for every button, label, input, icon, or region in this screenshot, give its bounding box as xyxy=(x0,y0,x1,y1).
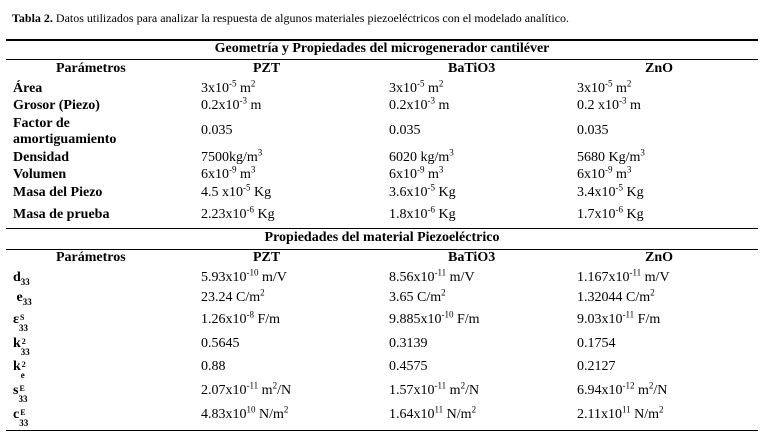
cell-pzt: 0.035 xyxy=(201,123,233,138)
cell-parameter: Grosor (Piezo) xyxy=(13,98,100,113)
table-row xyxy=(6,95,758,116)
cell-batio3: $0.2x10^{-3}$ m xyxy=(389,95,450,113)
cell-zno: $9.03x10^{-11}$ F/m xyxy=(577,309,661,327)
header-batio3: BaTiO3 xyxy=(448,250,496,265)
cell-batio3: $9.885x10^{-10}$ F/m xyxy=(389,309,480,327)
cell-batio3: $6x10^{-9}$ $m^3$ xyxy=(389,164,444,182)
table-row xyxy=(6,182,758,203)
section1-title: Geometría y Propiedades del microgenerador cantiléver xyxy=(214,41,550,56)
cell-pzt: $2.07x10^{-11}$ $m^2/N$ xyxy=(201,380,292,398)
cell-zno: 0.035 xyxy=(577,123,609,138)
cell-pzt: $3x10^{-5}$ $m^2$ xyxy=(201,78,256,96)
header-pzt: PZT xyxy=(253,61,281,76)
cell-parameter: k 2 e xyxy=(13,359,26,380)
cell-batio3: $1.64x10^{11}$ $N/m^2$ xyxy=(389,404,477,422)
cell-zno: $3x10^{-5}$ $m^2$ xyxy=(577,78,632,96)
cell-pzt: $7500kg/m^3$ xyxy=(201,147,263,165)
cell-parameter: s E 33 xyxy=(13,383,28,404)
table-row xyxy=(6,204,758,225)
cell-batio3: 6020 $kg/m^3$ xyxy=(389,147,454,165)
cell-zno: $3.4x10^{-5}$ Kg xyxy=(577,182,644,200)
cell-zno: $6x10^{-9}$ $m^3$ xyxy=(577,164,632,182)
cell-parameter: Volumen xyxy=(13,167,67,182)
cell-parameter: $d_{33}$ xyxy=(13,270,30,287)
table-row xyxy=(6,78,758,99)
cell-parameter: Factor de amortiguamiento xyxy=(13,116,117,147)
cell-zno: 5680 $Kg/m^3$ xyxy=(577,147,645,165)
section2-header-row xyxy=(6,250,758,268)
table-row xyxy=(6,147,758,168)
table-row xyxy=(6,359,758,380)
cell-pzt: $0.2x10^{-3}$ m xyxy=(201,95,262,113)
header-zno: ZnO xyxy=(645,61,674,76)
cell-zno: $1.7x10^{-6}$ Kg xyxy=(577,204,644,222)
middle-rule xyxy=(6,228,758,229)
table-row xyxy=(6,164,758,185)
cell-pzt: 23.24 $C/m^2$ xyxy=(201,287,265,305)
table-row xyxy=(6,267,758,288)
table-row xyxy=(6,404,758,428)
cell-parameter: c E 33 xyxy=(13,407,29,428)
table-row xyxy=(6,380,758,404)
cell-pzt: 4.5 $x10^{-5}$ Kg xyxy=(201,182,272,200)
caption-text: Datos utilizados para analizar la respuesta de algunos materiales piezoeléctricos con el modelado analítico. xyxy=(52,11,570,25)
cell-batio3: 0.3139 xyxy=(389,336,428,351)
header-parametros: Parámetros xyxy=(56,61,126,76)
cell-batio3: $3.6x10^{-5}$ Kg xyxy=(389,182,456,200)
cell-zno: $1.167x10^{-11}$ m/V xyxy=(577,267,670,285)
table-row xyxy=(6,336,758,357)
cell-parameter: Masa del Piezo xyxy=(13,185,103,200)
cell-parameter: k 2 33 xyxy=(13,336,30,357)
cell-pzt: $2.23x10^{-6}$ Kg xyxy=(201,204,275,222)
cell-pzt: $5.93x10^{-10}$ m/V xyxy=(201,267,287,285)
table-row xyxy=(6,116,758,150)
header-batio3: BaTiO3 xyxy=(448,61,496,76)
section2-title: Propiedades del material Piezoeléctrico xyxy=(264,230,500,245)
cell-parameter: $e_{33}$ xyxy=(16,290,32,307)
header-parametros: Parámetros xyxy=(56,250,126,265)
section1-header-row xyxy=(6,61,758,79)
cell-pzt: 0.5645 xyxy=(201,336,240,351)
cell-batio3: $1.8x10^{-6}$ Kg xyxy=(389,204,456,222)
cell-parameter: Masa de prueba xyxy=(13,207,110,222)
cell-zno: 0.1754 xyxy=(577,336,616,351)
cell-zno: 1.32044 $C/m^2$ xyxy=(577,287,655,305)
cell-batio3: $1.57x10^{-11}$ $m^2/N$ xyxy=(389,380,480,398)
cell-batio3: 0.4575 xyxy=(389,359,428,374)
cell-batio3: $8.56x10^{-11}$ m/V xyxy=(389,267,475,285)
cell-pzt: $6x10^{-9}$ $m^3$ xyxy=(201,164,256,182)
header-zno: ZnO xyxy=(645,250,674,265)
cell-zno: $2.11x10^{11}$ $N/m^2$ xyxy=(577,404,664,422)
header-pzt: PZT xyxy=(253,250,281,265)
cell-pzt: $4.83x10^{10}$ $N/m^2$ xyxy=(201,404,289,422)
cell-batio3: 3.65 $C/m^2$ xyxy=(389,287,446,305)
cell-parameter: Área xyxy=(13,81,43,96)
table-row xyxy=(6,287,758,308)
cell-pzt: 0.88 xyxy=(201,359,226,374)
bottom-rule xyxy=(6,430,758,431)
cell-batio3: $3x10^{-5}$ $m^2$ xyxy=(389,78,444,96)
cell-batio3: 0.035 xyxy=(389,123,421,138)
cell-zno: $6.94x10^{-12}$ $m^2/N$ xyxy=(577,380,668,398)
cell-pzt: $1.26x10^{-8}$ F/m xyxy=(201,309,281,327)
table-caption xyxy=(12,11,569,26)
cell-zno: 0.2 $x10^{-3}$ m xyxy=(577,95,641,113)
section1-rule xyxy=(6,59,758,60)
caption-label: Tabla 2. xyxy=(12,11,53,25)
table-row xyxy=(6,309,758,333)
cell-parameter: Densidad xyxy=(13,150,70,165)
cell-parameter: ε S 33 xyxy=(13,312,28,333)
cell-zno: 0.2127 xyxy=(577,359,616,374)
